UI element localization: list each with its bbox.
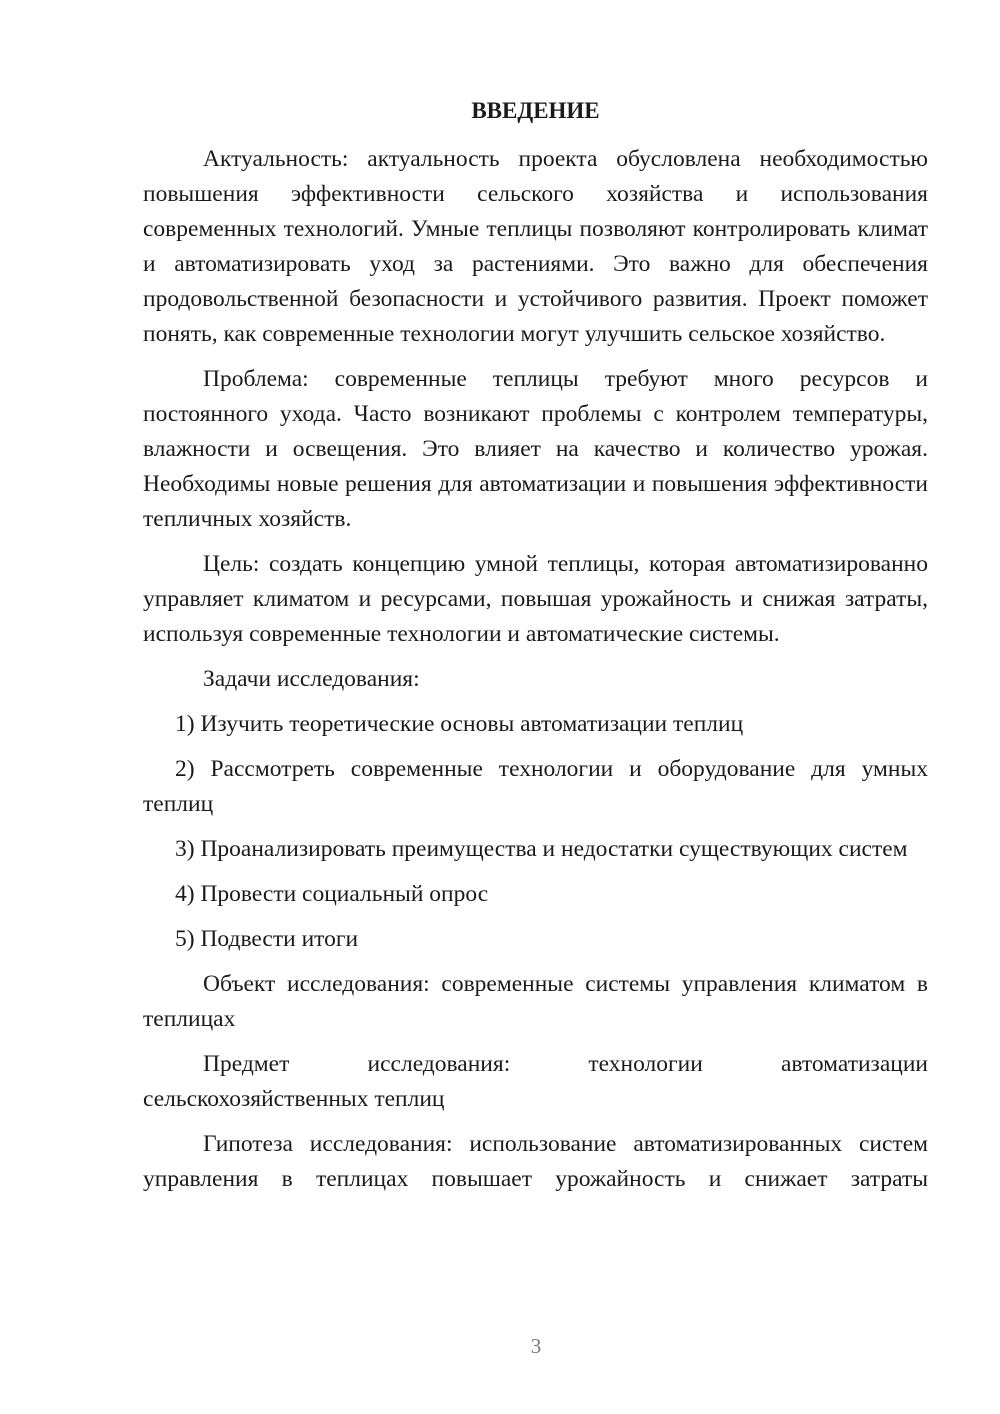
task-item: 1) Изучить теоретические основы автоматизации теплиц (175, 711, 744, 737)
page-title: ВВЕДЕНИЕ (471, 98, 600, 123)
page-number: 3 (530, 1334, 542, 1358)
problem-paragraph: Проблема: современные теплицы требуют много ресурсов и постоянного ухода. Часто возникают проблемы с контролем температуры, влажности и освещения. Это влияет на качество и количество урожая. Необходимы новые решения для автоматизации и повышения эффективности тепличных хозяйств. (143, 366, 928, 532)
relevance-paragraph: Актуальность: актуальность проекта обусловлена необходимостью повышения эффективности сельского хозяйства и использования современных технологий. Умные теплицы позволяют контролировать климат и автоматизировать уход за растениями. Это важно для обеспечения продовольственной безопасности и устойчивого развития. Проект поможет понять, как современные технологии могут улучшить сельское хозяйство. (143, 146, 928, 347)
page-content (143, 93, 928, 1207)
task-item: 5) Подвести итоги (175, 926, 359, 952)
object-paragraph: Объект исследования: современные системы управления климатом в теплицах (143, 971, 928, 1032)
task-item: 4) Провести социальный опрос (175, 881, 489, 907)
subject-paragraph: Предмет исследования: технологии автоматизации сельскохозяйственных теплиц (143, 1051, 928, 1112)
hypothesis-paragraph: Гипотеза исследования: использование автоматизированных систем управления в теплицах повышает урожайность и снижает затраты (143, 1131, 928, 1192)
tasks-heading: Задачи исследования: (203, 666, 420, 692)
task-item: 2) Рассмотреть современные технологии и оборудование для умных теплиц (143, 756, 928, 817)
goal-paragraph: Цель: создать концепцию умной теплицы, которая автоматизированно управляет климатом и ресурсами, повышая урожайность и снижая затраты, используя современные технологии и автоматические системы. (143, 551, 928, 647)
task-item: 3) Проанализировать преимущества и недостатки существующих систем (175, 836, 908, 862)
